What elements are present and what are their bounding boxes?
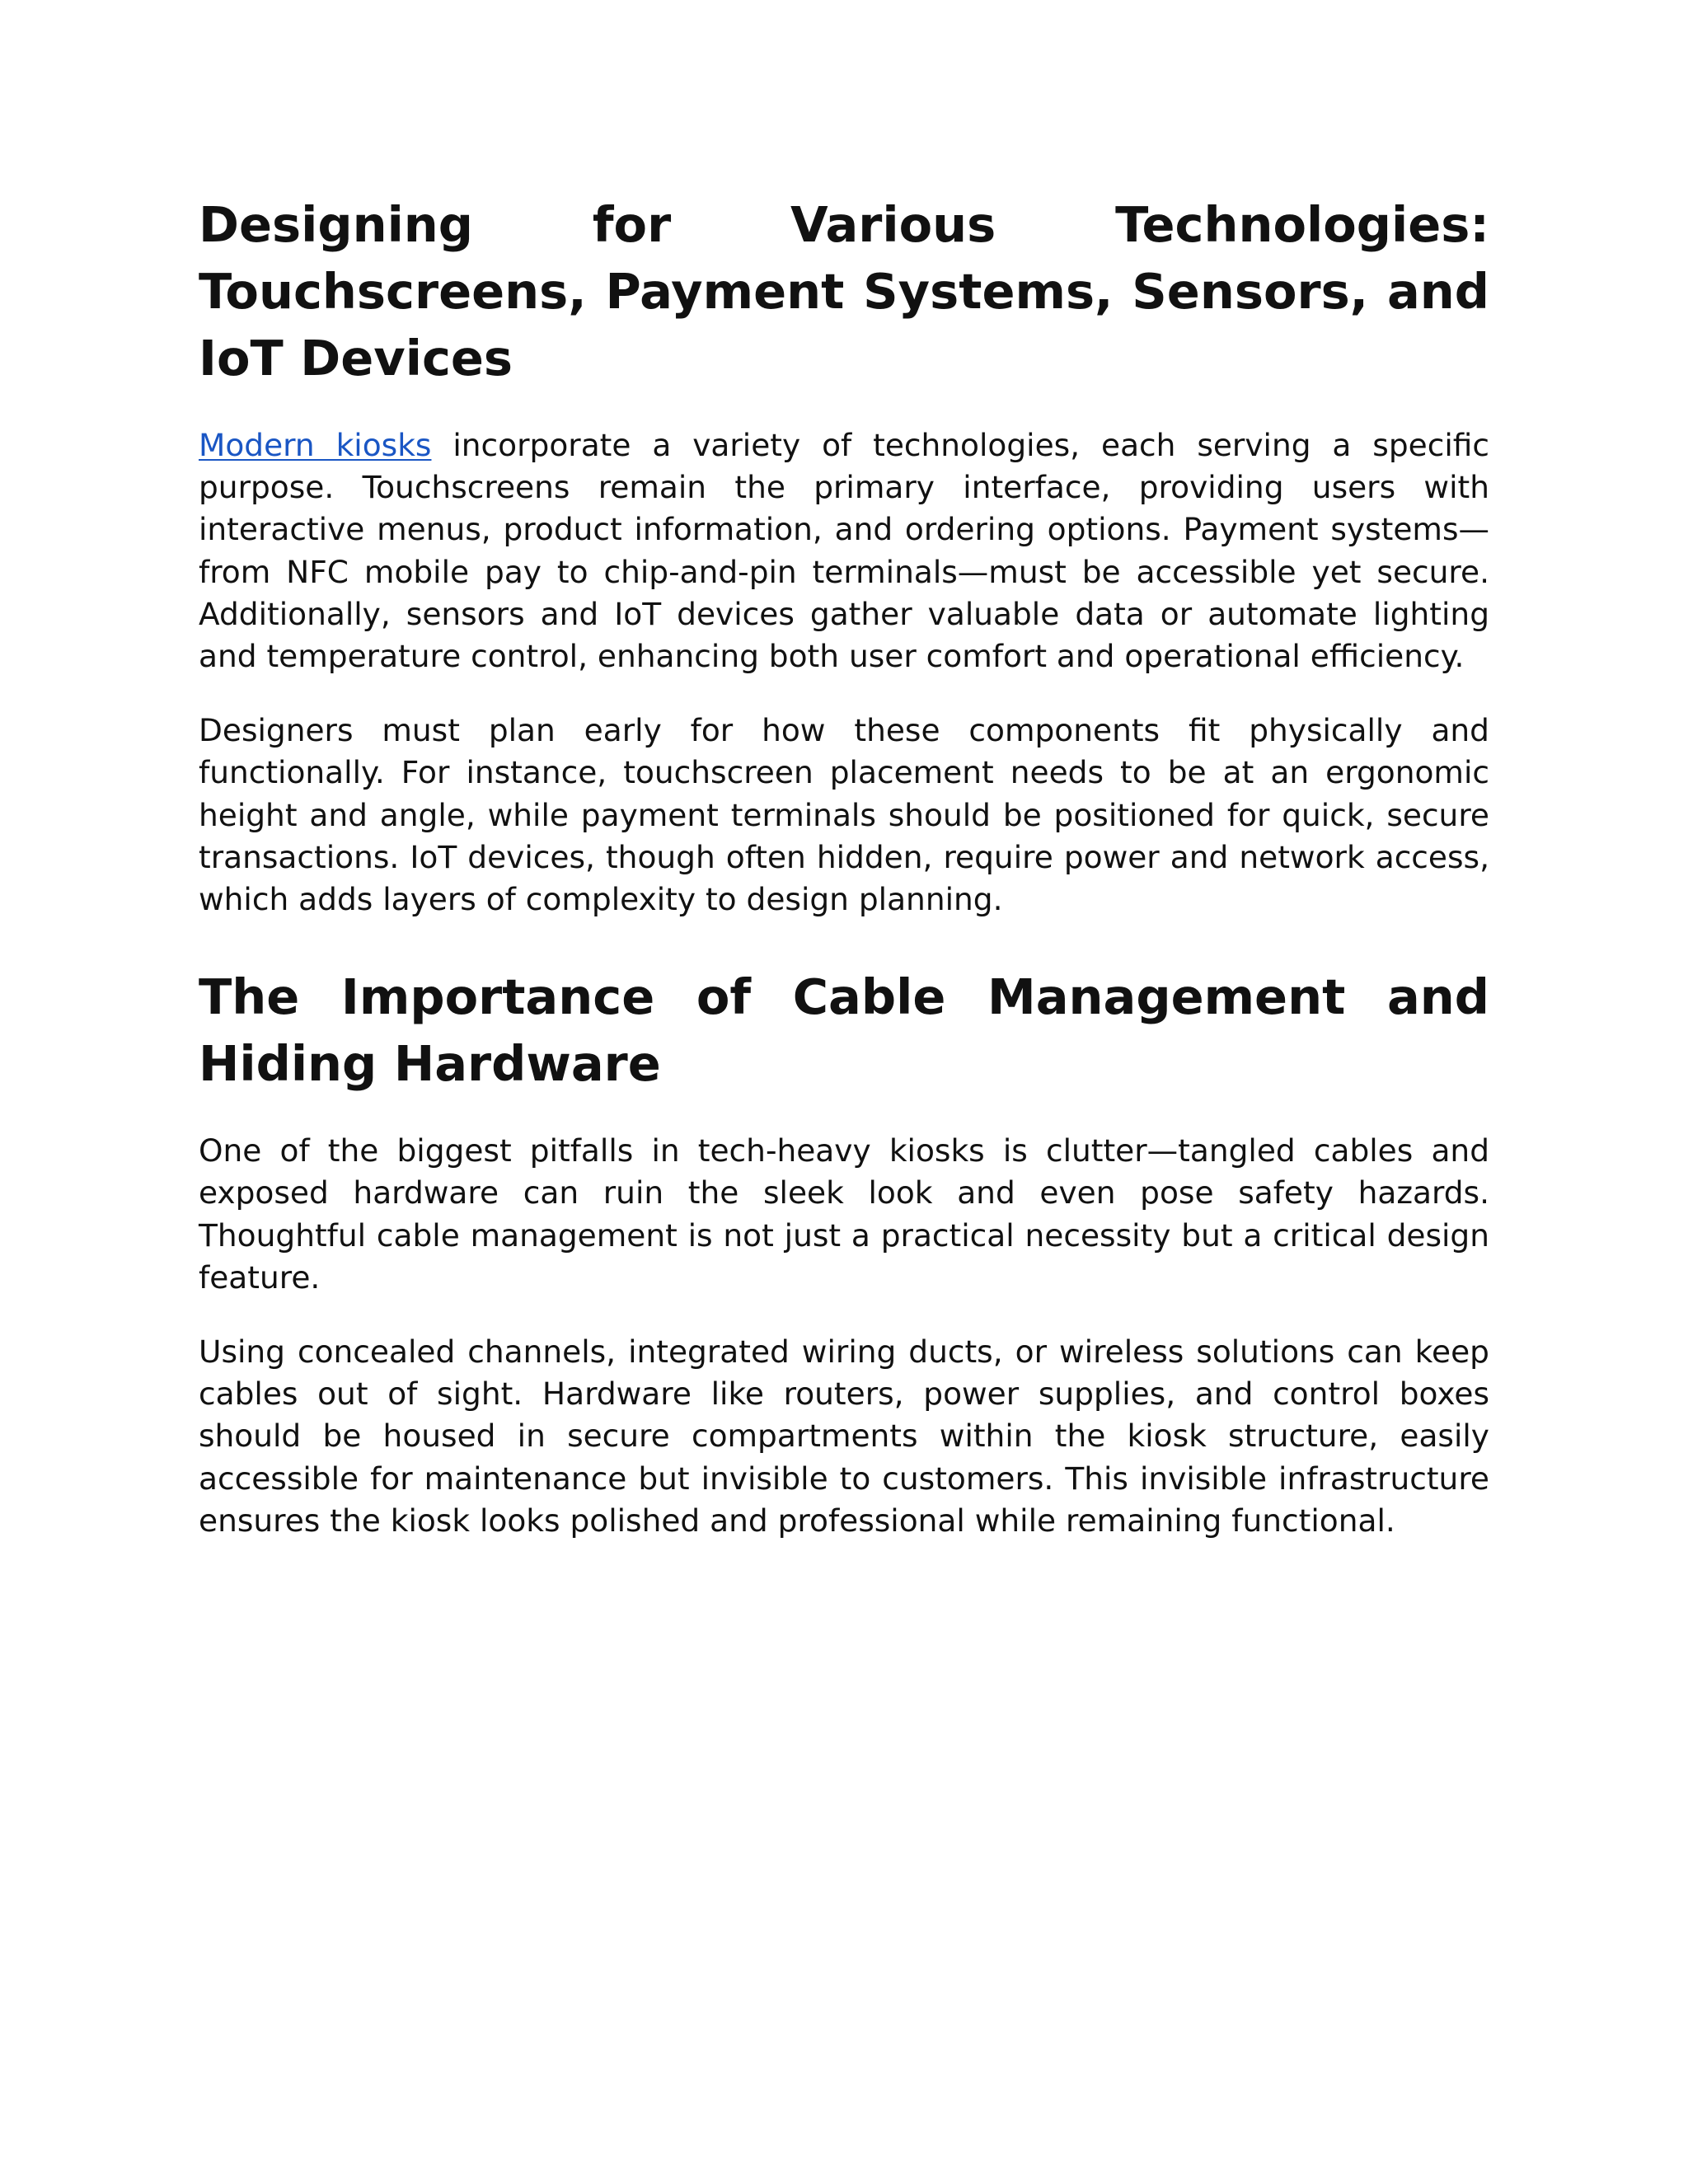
section-heading-cable-management: The Importance of Cable Management and Hiding Hardware (199, 968, 1489, 1093)
paragraph-modern-kiosks (199, 424, 1489, 677)
document-page (199, 191, 1489, 1542)
paragraph-concealed-channels: Using concealed channels, integrated wiring ducts, or wireless solutions can keep cables out of sight. Hardware like routers, power supplies, and control boxes should be housed in secure compartments within the kiosk structure, easily accessible for maintenance but invisible to customers. This invisible infrastructure ensures the kiosk looks polished and professional while remaining functional. (199, 1333, 1489, 1539)
modern-kiosks-link[interactable]: Modern kiosks (199, 427, 432, 463)
paragraph-pitfalls: One of the biggest pitfalls in tech-heavy kiosks is clutter—tangled cables and exposed hardware can ruin the sleek look and even pose safety hazards. Thoughtful cable management is not just a practical necessity but a critical design feature. (199, 1132, 1489, 1296)
paragraph-text: incorporate a variety of technologies, each serving a specific purpose. Touchscreens remain the primary interface, providing users with interactive menus, product information, and ordering options. Payment systems—from NFC mobile pay to chip-and-pin terminals—must be accessible yet secure. Additionally, sensors and IoT devices gather valuable data or automate lighting and temperature control, enhancing both user comfort and operational efficiency. (199, 427, 1489, 675)
section-heading-technologies: Designing for Various Technologies: Touchscreens, Payment Systems, Sensors, and IoT Devices (199, 196, 1489, 387)
paragraph-designers-plan: Designers must plan early for how these components fit physically and functionally. For instance, touchscreen placement needs to be at an ergonomic height and angle, while payment terminals should be positioned for quick, secure transactions. IoT devices, though often hidden, require power and network access, which adds layers of complexity to design planning. (199, 712, 1489, 918)
